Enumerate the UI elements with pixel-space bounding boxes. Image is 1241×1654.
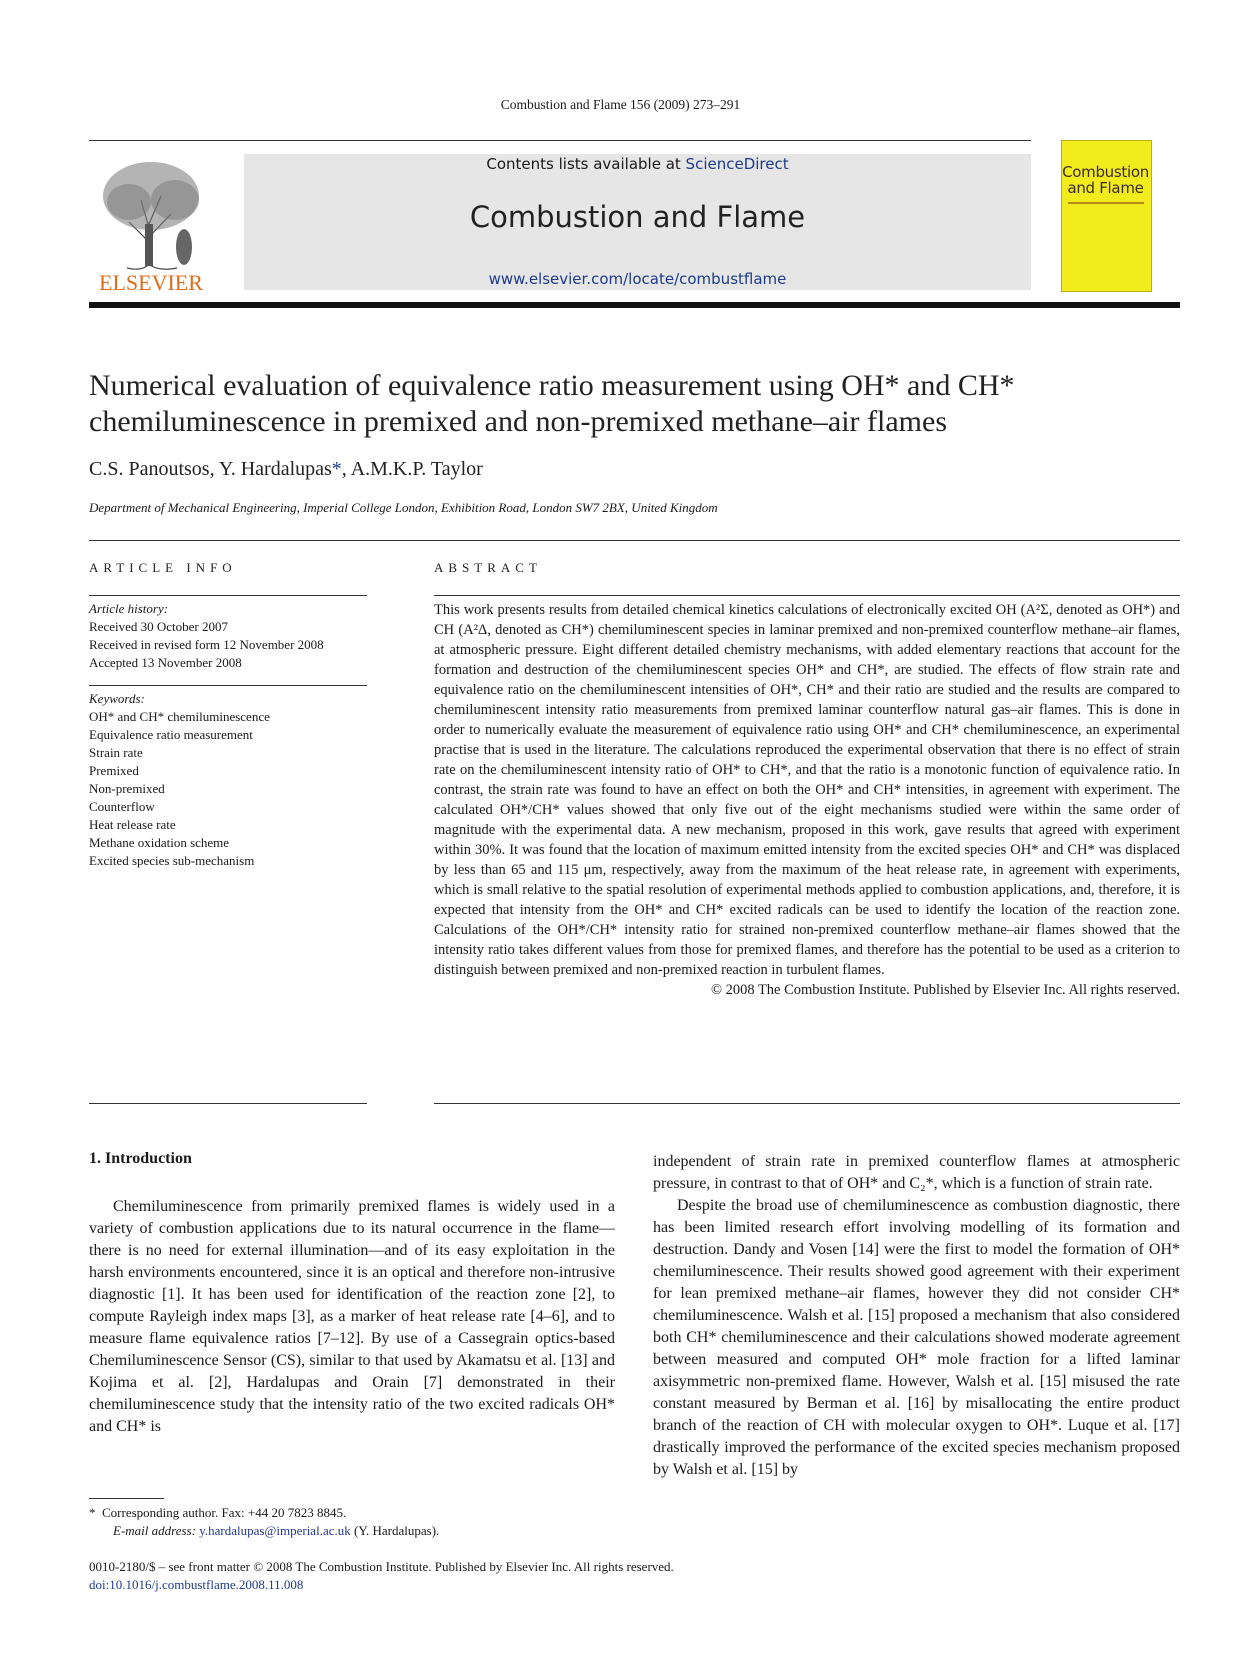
keywords-label: Keywords: [89,691,145,706]
section-heading: 1. Introduction [89,1150,192,1167]
corresponding-author-mark[interactable]: * [331,458,342,480]
keyword: Non-premixed [89,781,165,796]
sciencedirect-link[interactable]: ScienceDirect [685,155,789,173]
cover-decoration [1068,202,1144,204]
divider [89,1103,367,1104]
history-item: Received 30 October 2007 [89,619,228,634]
footnote-mark: * [89,1505,96,1520]
journal-url-link[interactable]: www.elsevier.com/locate/combustflame [488,270,787,288]
keyword: Strain rate [89,745,143,760]
divider [89,540,1180,541]
history-item: Received in revised form 12 November 2008 [89,637,324,652]
authors-part-2: , A.M.K.P. Taylor [341,458,483,480]
footnote-rule [89,1498,164,1499]
cover-title: Combustion and Flame [1062,163,1149,197]
divider [434,595,1180,596]
email-label: E-mail address: [113,1523,196,1538]
header-thick-rule [89,302,1180,308]
history-item: Accepted 13 November 2008 [89,655,242,670]
doi-link[interactable]: doi:10.1016/j.combustflame.2008.11.008 [89,1577,304,1592]
footnote-text: Corresponding author. Fax: +44 20 7823 8845. [102,1505,347,1520]
keyword: Equivalence ratio measurement [89,727,253,742]
keyword: Premixed [89,763,139,778]
article-history [89,600,369,672]
paragraph: independent of strain rate in premixed counterflow flames at atmospheric pressure, in contrast to that of OH* and C₂*, which is a function of strain rate. [653,1153,1180,1192]
authors [89,458,483,481]
email-owner: (Y. Hardalupas). [353,1523,440,1538]
body-column-right [653,1151,1180,1481]
keywords [89,690,369,870]
authors-part-1: C.S. Panoutsos, Y. Hardalupas [89,458,332,480]
keyword: Heat release rate [89,817,176,832]
abstract [434,600,1180,1000]
keyword: Methane oxidation scheme [89,835,230,850]
publisher-name: ELSEVIER [99,270,203,294]
bottom-meta [89,1558,674,1594]
divider [89,595,367,596]
keyword: Excited species sub-mechanism [89,853,255,868]
footnote [89,1504,649,1540]
abstract-text: This work presents results from detailed chemical kinetics calculations of electronically excited OH (A²Σ, denoted as OH*) and CH (A²Δ, denoted as CH*) chemiluminescent species in laminar premixed and non-premixed counterflow methane–air flames, at atmospheric pressure. Eight different detailed chemistry mechanisms, with added elementary reactions that account for the formation and destruction of the chemiluminescent species OH* and CH*, are studied. The effects of flow strain rate and equivalence ratio on the chemiluminescent intensities of OH*, CH* and their ratio are studied and the results are compared to chemiluminescent intensity ratio measurements from premixed laminar counterflow natural gas–air flames. This is done in order to numerically evaluate the measurement of equivalence ratio using OH* and CH* chemiluminescence, an experimental practise that is used in the literature. The calculations reproduced the experimental observation that there is no effect of strain rate on the chemiluminescent intensity ratio of OH* to CH*, and that the ratio is a monotonic function of equivalence ratio. In contrast, the strain rate was found to have an effect on both the OH* and CH* intensities, in agreement with experiment. The calculated OH*/CH* values showed that only five out of the eight mechanisms studied were within the same order of magnitude with the experimental data. A new mechanism, proposed in this work, gave results that agreed with experiment within 30%. It was found that the location of maximum emitted intensity from the excited species OH* and CH* was displaced by less than 65 and 115 μm, respectively, away from the maximum of the heat release rate, in agreement with experiments, which is small relative to the spatial resolution of experimental methods applied to combustion applications, and, therefore, it is expected that intensity from the OH* and CH* excited radicals can be used to identify the location of the reaction zone. Calculations of the OH*/CH* intensity ratio for strained non-premixed counterflow methane–air flames showed that the intensity ratio takes different values from those for premixed flames, and therefore has the potential to be used as a criterion to distinguish between premixed and non-premixed reaction in turbulent flames. [434,602,1180,978]
article-info-label: ARTICLE INFO [89,560,237,575]
paragraph: Despite the broad use of chemiluminescence as combustion diagnostic, there has been limited research effort involving modelling of its formation and destruction. Dandy and Vosen [14] were the first to model the formation of OH* chemiluminescence. Their results showed good agreement with their experiment for lean premixed methane–air flames, however they did not consider CH* chemiluminescence. Walsh et al. [15] proposed a mechanism that also considered both CH* chemiluminescence and their calculations showed moderate agreement between measured and computed OH* mole fraction for a lifted laminar axisymmetric non-premixed flame. However, Walsh et al. [15] misused the rate constant measured by Berman et al. [16] by misallocating the entire product branch of the reaction of CH with molecular oxygen to OH*. Luque et al. [17] drastically improved the performance of the excited species mechanism proposed by Walsh et al. [15] by [653,1197,1180,1478]
header-rule [89,140,1031,141]
keyword: OH* and CH* chemiluminescence [89,709,270,724]
contents-line [244,155,1031,173]
divider [434,1103,1180,1104]
affiliation: Department of Mechanical Engineering, Imperial College London, Exhibition Road, London SW7 2BX, United Kingdom [89,500,718,515]
journal-name: Combustion and Flame [469,200,806,234]
keyword: Counterflow [89,799,155,814]
elsevier-tree-logo [89,152,214,294]
divider [89,685,367,686]
history-label: Article history: [89,601,169,616]
abstract-label: ABSTRACT [434,560,542,575]
email-link[interactable]: y.hardalupas@imperial.ac.uk [199,1523,351,1538]
body-column-left [89,1196,615,1438]
article-title: Numerical evaluation of equivalence ratio measurement using OH* and CH* chemiluminescence in premixed and non-premixed methane–air flames [89,369,1015,438]
contents-prefix: Contents lists available at [486,155,686,173]
abstract-copyright: © 2008 The Combustion Institute. Published by Elsevier Inc. All rights reserved. [710,982,1180,998]
issn-line: 0010-2180/$ – see front matter © 2008 The Combustion Institute. Published by Elsevier Inc. All rights reserved. [89,1559,674,1574]
running-head: Combustion and Flame 156 (2009) 273–291 [500,97,741,112]
paragraph: Chemiluminescence from primarily premixed flames is widely used in a variety of combustion applications due to its natural occurrence in the flame—there is no need for external illumination—and of its easy exploitation in the harsh environments encountered, since it is an optical and therefore non-intrusive diagnostic [1]. It has been used for identification of the reaction zone [2], to compute Rayleigh index maps [3], as a marker of heat release rate [4–6], and to measure flame equivalence ratios [7–12]. By use of a Cassegrain optics-based Chemiluminescence Sensor (CS), similar to that used by Akamatsu et al. [13] and Kojima et al. [2], Hardalupas and Orain [7] demonstrated in their chemiluminescence study that the intensity ratio of the two excited radicals OH* and CH* is [89,1198,615,1435]
